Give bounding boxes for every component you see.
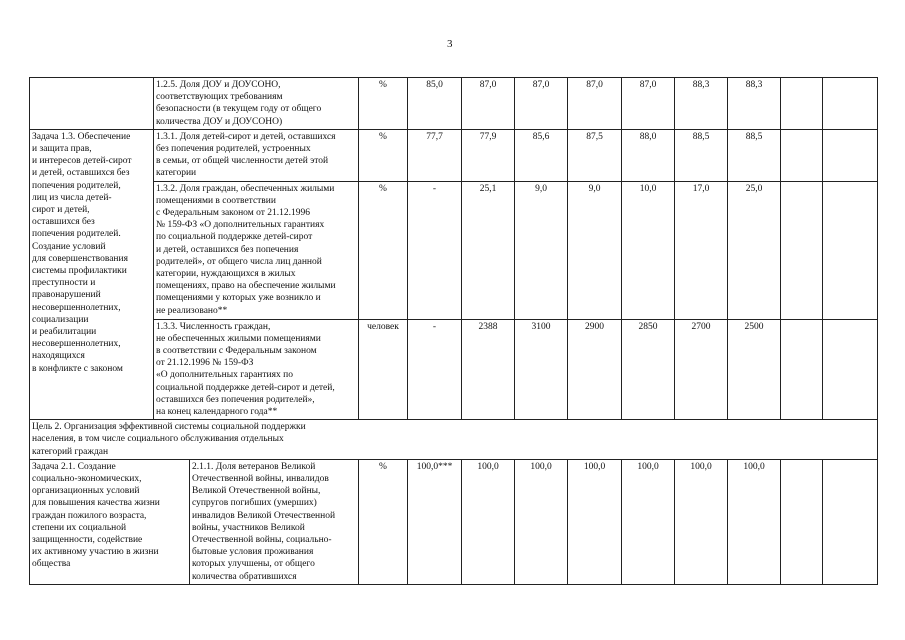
value-cell: 100,0: [622, 459, 675, 584]
empty-cell: [823, 181, 878, 319]
value-cell: 100,0: [728, 459, 781, 584]
empty-cell: [823, 129, 878, 181]
unit-cell: %: [359, 78, 408, 130]
value-cell: 100,0: [462, 459, 515, 584]
value-cell: 88,0: [622, 129, 675, 181]
value-cell: 17,0: [675, 181, 728, 319]
value-cell: 85,0: [408, 78, 462, 130]
value-cell: 88,3: [675, 78, 728, 130]
value-cell: 25,0: [728, 181, 781, 319]
value-cell: 77,9: [462, 129, 515, 181]
value-cell: 10,0: [622, 181, 675, 319]
empty-cell: [823, 319, 878, 420]
indicator-cell: 1.2.5. Доля ДОУ и ДОУСОНО, соответствующих требованиям безопасности (в текущем году от общего количества ДОУ и ДОУСОНО): [154, 78, 359, 130]
value-cell: 2900: [568, 319, 622, 420]
value-cell: 88,3: [728, 78, 781, 130]
empty-cell: [781, 319, 823, 420]
empty-cell: [823, 459, 878, 584]
task-cell-empty: [30, 78, 154, 130]
value-cell: 2388: [462, 319, 515, 420]
value-cell: -: [408, 319, 462, 420]
indicator-cell: 1.3.1. Доля детей-сирот и детей, оставшихся без попечения родителей, устроенных в семьи, от общей численности детей этой категории: [154, 129, 359, 181]
value-cell: 3100: [515, 319, 568, 420]
value-cell: 87,0: [622, 78, 675, 130]
table-row: [30, 129, 878, 181]
value-cell: 100,0: [675, 459, 728, 584]
table-row: [30, 78, 878, 130]
indicator-cell: 2.1.1. Доля ветеранов Великой Отечественной войны, инвалидов Великой Отечественной войны, супругов погибших (умерших) инвалидов Великой Отечественной войны, участников Великой Отечественной войны, социально- бытовые условия проживания которых улучшены, от общего количества обратившихся: [190, 459, 359, 584]
empty-cell: [823, 78, 878, 130]
value-cell: 100,0: [568, 459, 622, 584]
table-row: [30, 319, 878, 420]
table-row: [30, 181, 878, 319]
value-cell: -: [408, 181, 462, 319]
unit-cell: %: [359, 181, 408, 319]
value-cell: 88,5: [728, 129, 781, 181]
value-cell: 100,0***: [408, 459, 462, 584]
value-cell: 87,0: [568, 78, 622, 130]
goal-cell: Цель 2. Организация эффективной системы социальной поддержки населения, в том числе социального обслуживания отдельных категорий граждан: [30, 420, 878, 460]
indicator-cell: 1.3.3. Численность граждан, не обеспеченных жилыми помещениями в соответствии с Федеральным законом от 21.12.1996 № 159-ФЗ «О дополнительных гарантиях по социальной поддержке детей-сирот и детей, оставшихся без попечения родителей», на конец календарного года**: [154, 319, 359, 420]
value-cell: 87,5: [568, 129, 622, 181]
empty-cell: [781, 78, 823, 130]
value-cell: 2850: [622, 319, 675, 420]
value-cell: 2700: [675, 319, 728, 420]
indicators-table: [29, 77, 878, 585]
unit-cell: человек: [359, 319, 408, 420]
task-cell: Задача 1.3. Обеспечение и защита прав, и интересов детей-сирот и детей, оставшихся без попечения родителей, лиц из числа детей- сирот и детей, оставшихся без попечения родителей. Создание условий для совершенствования системы профилактики преступности и правонарушений несовершеннолетних, социализации и реабилитации несовершеннолетних, находящихся в конфликте с законом: [30, 129, 154, 419]
unit-cell: %: [359, 459, 408, 584]
empty-cell: [781, 181, 823, 319]
value-cell: 100,0: [515, 459, 568, 584]
table-row: [30, 420, 878, 460]
indicator-cell: 1.3.2. Доля граждан, обеспеченных жилыми помещениями в соответствии с Федеральным законом от 21.12.1996 № 159-ФЗ «О дополнительных гарантиях по социальной поддержке детей-сирот и детей, оставшихся без попечения родителей», от общего числа лиц данной категории, нуждающихся в жилых помещениях, право на обеспечение жилыми помещениями у которых уже возникло и не реализовано**: [154, 181, 359, 319]
value-cell: 85,6: [515, 129, 568, 181]
value-cell: 25,1: [462, 181, 515, 319]
value-cell: 87,0: [515, 78, 568, 130]
value-cell: 87,0: [462, 78, 515, 130]
empty-cell: [781, 129, 823, 181]
empty-cell: [781, 459, 823, 584]
value-cell: 9,0: [515, 181, 568, 319]
task-cell: Задача 2.1. Создание социально-экономических, организационных условий для повышения качества жизни граждан пожилого возраста, степени их социальной защищенности, содействие их активному участию в жизни общества: [30, 459, 190, 584]
unit-cell: %: [359, 129, 408, 181]
value-cell: 88,5: [675, 129, 728, 181]
value-cell: 2500: [728, 319, 781, 420]
page-number: 3: [447, 38, 453, 50]
table-row: [30, 459, 878, 584]
value-cell: 9,0: [568, 181, 622, 319]
value-cell: 77,7: [408, 129, 462, 181]
